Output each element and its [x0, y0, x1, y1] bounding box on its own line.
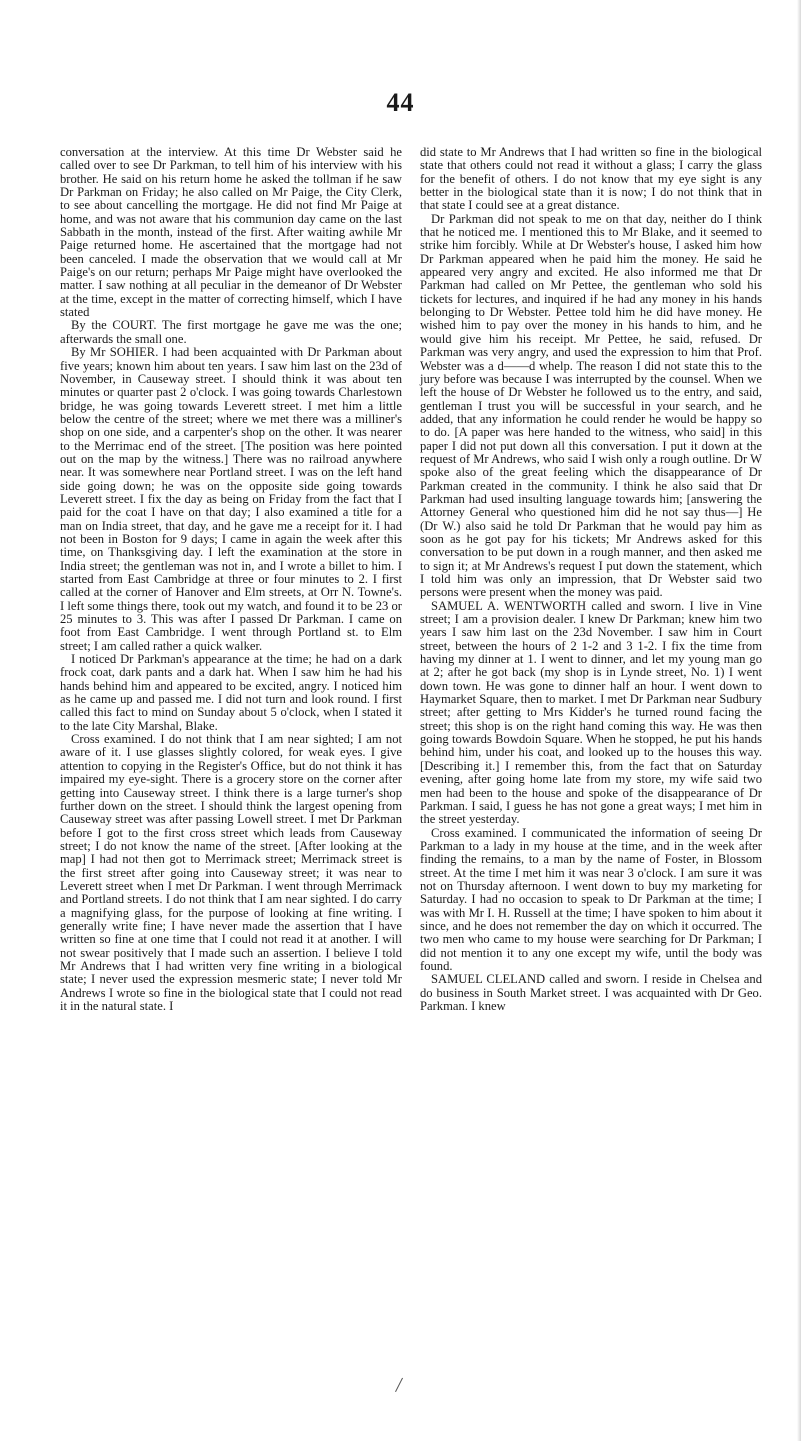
paragraph: By Mr SOHIER. I had been acquainted with Dr Parkman about five years; known him about ten years. I saw him last on the 23d of November, in Causeway street. I should think it was about ten minutes or quarter past 2 o'clock. I was going towards Charlestown bridge, he was going towards Leverett street. I met him a little below the centre of the street; where we met there was a milliner's shop on one side, and a carpenter's shop on the other. It was nearer to the Merrimac end of the street. [The position was here pointed out on the map by the witness.] There was no railroad anywhere near. It was somewhere near Portland street. I was on the left hand side going down; he was on the opposite side going towards Leverett street. I fix the day as being on Friday from the fact that I paid for the coat I have on that day; I also examined a title for a man on India street, that day, and he gave me a receipt for it. I had not been in Boston for 9 days; I came in again the week after this time, on Thanksgiving day. I left the examination at the store in India street; the gentleman was not in, and I wrote a billet to him. I started from East Cambridge at three or four minutes to 2. I first called at the corner of Hanover and Elm streets, at Orr N. Towne's. I left some things there, took out my watch, and found it to be 23 or 25 minutes to 3. This was after I passed Dr Parkman. I came on foot from East Cambridge. I went through Portland st. to Elm street; I am called rather a quick walker.	[60, 345, 402, 653]
left-column	[60, 146, 402, 1013]
paragraph: SAMUEL A. WENTWORTH called and sworn. I live in Vine street; I am a provision dealer. I knew Dr Parkman; knew him two years I saw him last on the 23d November. I saw him in Court street, between the hours of 2 1-2 and 3 1-2. I fix the time from having my dinner at 1. I went to dinner, and let my young man go at 2; after he got back (my shop is in Lynde street, No. 1) I went down town. He was gone to dinner half an hour. I went down to Haymarket Square, then to market. I met Dr Parkman near Sudbury street; after getting to Mrs Kidder's he turned round facing the street; this shop is on the right hand coming this way. He was then going towards Bowdoin Square. When he stopped, he put his hands behind him, under his coat, and looked up to the houses this way. [Describing it.] I remember this, from the fact that on Saturday evening, after going home late from my store, my wife said two men had been to the house and spoke of the disappearance of Dr Parkman. I said, I guess he has not gone a great ways; I met him in the street yesterday.	[420, 598, 762, 827]
page-edge-shadow	[797, 0, 801, 1441]
scan-mark: /	[394, 1371, 404, 1398]
paragraph: Cross examined. I communicated the information of seeing Dr Parkman to a lady in my house at the time, and in the week after finding the remains, to a man by the name of Foster, in Blossom street. At the time I met him it was near 3 o'clock. I am sure it was not on Thursday afternoon. I went down to buy my marketing for Saturday. I had no occasion to speak to Dr Parkman at the time; I was with Mr I. H. Russell at the time; I have spoken to him about it since, and he does not remember the day on which it occurred. The two men who came to my house were searching for Dr Parkman; I did not mention it to any one except my wife, until the body was found.	[420, 825, 762, 973]
paragraph: conversation at the interview. At this time Dr Webster said he called over to see Dr Parkman, to tell him of his interview with his brother. He said on his return home he asked the tollman if he saw Dr Parkman on Friday; he also called on Mr Paige, the City Clerk, to see about cancelling the mortgage. He did not find Mr Paige at home, and was not aware that his communion day came on the last Sabbath in the month, instead of the first. After waiting awhile Mr Paige returned home. He ascertained that the mortgage had not been canceled. I made the observation that we would call at Mr Paige's on our return; perhaps Mr Paige might have overlooked the matter. I saw nothing at all peculiar in the demeanor of Dr Webster at the time, except in the matter of correcting himself, which I have stated	[60, 145, 402, 320]
paragraph: SAMUEL CLELAND called and sworn. I reside in Chelsea and do business in South Market street. I was acquainted with Dr Geo. Parkman. I knew	[420, 972, 762, 1013]
paragraph: did state to Mr Andrews that I had written so fine in the biological state that others could not read it without a glass; I carry the glass for the benefit of others. I do not know that my eye sight is any better in the biological state than it is now; I do not think that in that state I could see at a great distance.	[420, 145, 762, 213]
paragraph: I noticed Dr Parkman's appearance at the time; he had on a dark frock coat, dark pants and a dark hat. When I saw him he had his hands behind him and appeared to be excited, angry. I noticed him as he came up and passed me. I did not turn and look round. I first called this fact to mind on Sunday about 5 o'clock, when I stated it to the late City Marshal, Blake.	[60, 652, 402, 733]
right-column	[420, 146, 762, 1013]
paragraph: Cross examined. I do not think that I am near sighted; I am not aware of it. I use glasses slightly colored, for weak eyes. I give attention to copying in the Register's Office, but do not think it has impaired my eye-sight. There is a grocery store on the corner after getting into Causeway street. I think there is a large turner's shop further down on the street. I should think the largest opening from Causeway street was after passing Lowell street. I met Dr Parkman before I got to the first cross street which leads from Causeway street; I do not know the name of the street. [After looking at the map] I had not then got to Merrimack street; Merrimack street is the first street after going into Causeway street; it was near to Leverett street when I met Dr Parkman. I went through Merrimack and Portland streets. I do not think that I am near sighted. I do carry a magnifying glass, for the purpose of looking at fine writing. I generally write fine; I have never made the assertion that I have written so fine at one time that I could not read it at another. I will not swear positively that I made such an assertion. I believe I told Mr Andrews that I had written very fine writing in a biological state; I never used the expression mesmeric state; I never told Mr Andrews I wrote so fine in the biological state that I could not read it in the natural state. I	[60, 732, 402, 1013]
paragraph: By the COURT. The first mortgage he gave me was the one; afterwards the small one.	[60, 318, 402, 346]
paragraph: Dr Parkman did not speak to me on that day, neither do I think that he noticed me. I mentioned this to Mr Blake, and it seemed to strike him forcibly. While at Dr Webster's house, I asked him how Dr Parkman appeared when he paid him the money. He said he appeared very angry and excited. He also informed me that Dr Parkman had called on Mr Pettee, the gentleman who sold his tickets for lectures, and inquired if he had any money in his hands belonging to Dr Webster. Pettee told him he did have money. He wished him to pay over the money in his hands to him, and he would give him his receipt. Mr Pettee, he said, refused. Dr Parkman was very angry, and used the expression to him that Prof. Webster was a d——d whelp. The reason I did not state this to the jury before was because I was interrupted by the counsel. When we left the house of Dr Webster he followed us to the entry, and said, gentleman I trust you will be successful in your search, and he added, that any information he could render he would be happy so to do. [A paper was here handed to the witness, who said] in this paper I did not put down all this conversation. I put it down at the request of Mr Andrews, who said I wish only a rough outline. Dr W spoke also of the great feeling which the disappearance of Dr Parkman created in the community. I think he also said that Dr Parkman had used insulting language towards him; [answering the Attorney General who questioned him did he not say thus—] He (Dr W.) also said he told Dr Parkman that he would pay him as soon as he got pay for his tickets; Mr Andrews asked for this conversation to be put down in a rough manner, and then asked me to sign it; at Mr Andrews's request I put down the statement, which I told him was only an impression, that Dr Webster said two persons were present when the money was paid.	[420, 211, 762, 600]
page-number: 44	[386, 88, 415, 117]
